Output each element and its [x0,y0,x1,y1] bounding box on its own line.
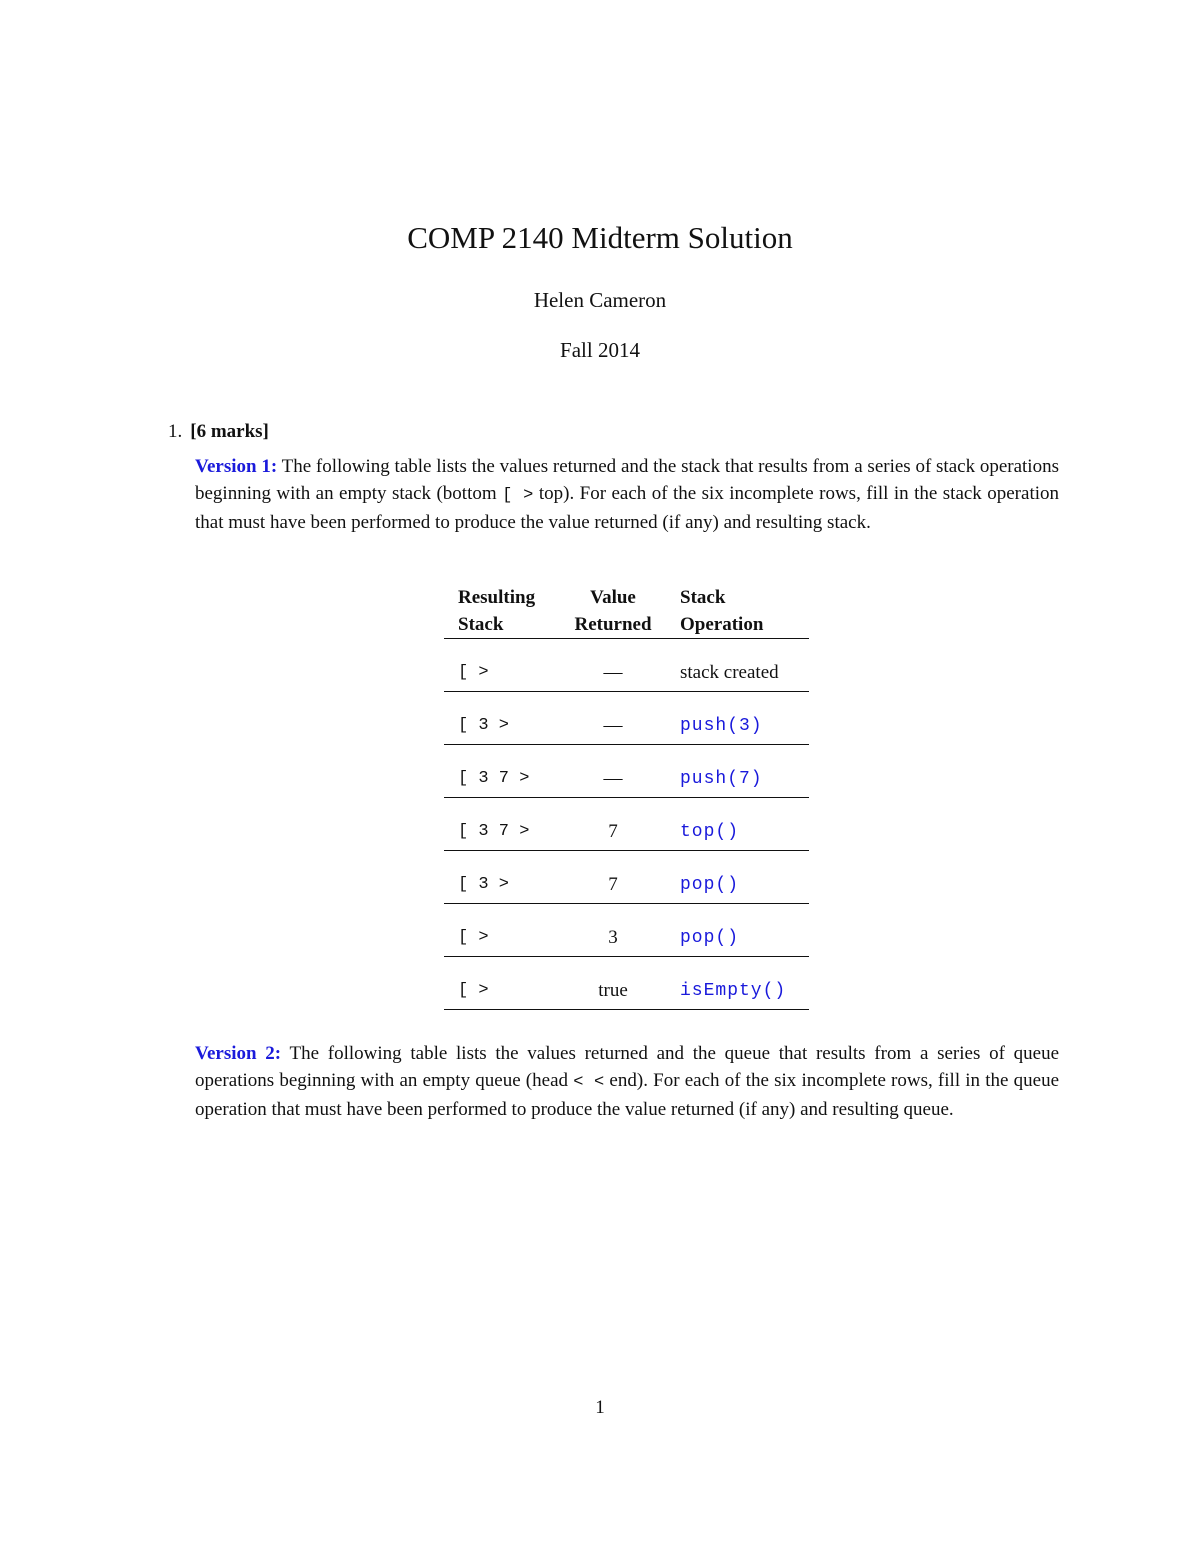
cell-value-returned: 7 [608,821,618,842]
cell-stack-operation: pop() [680,875,740,895]
version1-text-b: top). For each of the six incomplete rows, fill in the stack operation that must have been performed to produce the value returned (if any) and resulting stack. [195,483,1060,533]
cell-value-returned: true [598,980,628,1001]
header-value-line2: Returned [574,614,652,635]
header-op-line2: Operation [680,614,764,635]
cell-stack-operation: push(3) [680,716,763,736]
cell-resulting-stack: [ 3 7 > [458,769,530,788]
header-value-returned [569,584,657,638]
cell-resulting-stack: [ > [458,981,489,1000]
cell-stack-operation: top() [680,822,740,842]
header-stack-operation [680,584,763,638]
author: Helen Cameron [533,288,667,312]
version1-paragraph [195,453,1059,536]
cell-resulting-stack: [ 3 > [458,716,510,735]
cell-resulting-stack: [ 3 7 > [458,822,530,841]
version2-paragraph [195,1040,1059,1123]
cell-value-returned: — [603,715,623,736]
page-number: 1 [595,1397,605,1418]
table-row [444,851,809,904]
date: Fall 2014 [560,338,640,362]
table-row [444,957,809,1010]
cell-stack-operation: pop() [680,928,740,948]
cell-resulting-stack: [ > [458,928,489,947]
header-op-line1: Stack [680,587,726,608]
table-row [444,904,809,957]
table-row [444,745,809,798]
header-resulting-stack [458,584,535,638]
cell-stack-operation: isEmpty() [680,981,787,1001]
table-row [444,692,809,745]
cell-stack-operation: stack created [680,662,779,683]
version1-label: Version 1: [195,456,278,477]
cell-resulting-stack: [ 3 > [458,875,510,894]
version2-label: Version 2: [195,1043,282,1064]
version2-code: < < [573,1073,605,1092]
stack-operations-table [444,584,809,1010]
table-header [444,584,809,639]
header-stack-line2: Stack [458,614,504,635]
version2-text-b: end). For each of the six incomplete rows, fill in the queue operation that must have been performed to produce the value returned (if any) and resulting queue. [195,1070,1060,1120]
table-row [444,639,809,692]
question-number: 1. [168,421,183,442]
header-stack-line1: Resulting [458,587,536,608]
cell-value-returned: — [603,662,623,683]
question-marks: [6 marks] [190,421,269,442]
cell-resulting-stack: [ > [458,663,489,682]
version1-code: [ > [502,486,534,505]
question-heading [168,419,269,445]
cell-value-returned: — [603,768,623,789]
header-value-line1: Value [590,587,636,608]
version1-text-a: The following table lists the values returned and the stack that results from a series of stack operations beginning with an empty stack (bottom [195,456,1059,504]
cell-value-returned: 7 [608,874,618,895]
page-title: COMP 2140 Midterm Solution [407,220,793,255]
version2-text-a: The following table lists the values returned and the queue that results from a series of queue operations beginning with an empty queue (head [195,1043,1059,1091]
cell-stack-operation: push(7) [680,769,763,789]
table-row [444,798,809,851]
cell-value-returned: 3 [608,927,618,948]
